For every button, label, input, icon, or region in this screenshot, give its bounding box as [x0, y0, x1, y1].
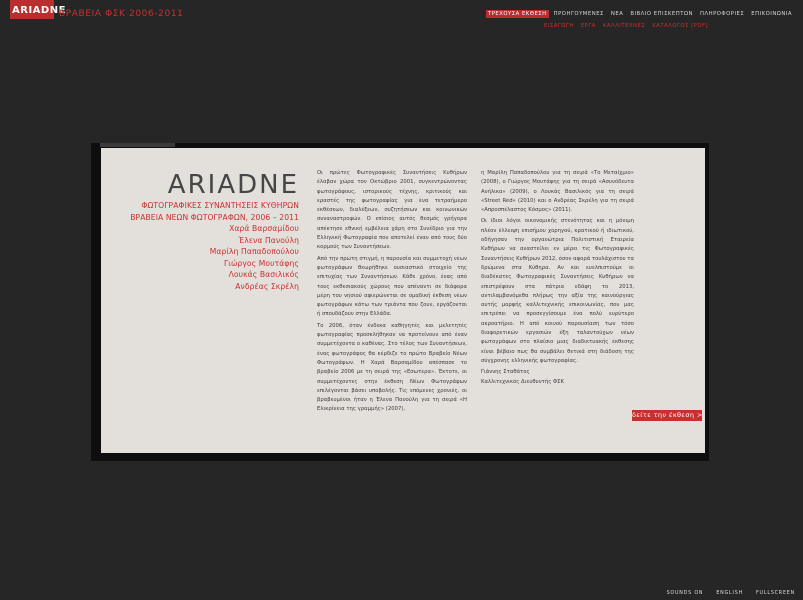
artist-name[interactable]: Έλενα Πανούλη [238, 235, 299, 245]
signature-name: Γιάννης Σταθάτος [481, 369, 530, 376]
subnav-catalogue-pdf[interactable]: ΚΑΤΑΛΟΓΟΣ [PDF] [652, 23, 709, 29]
intro-panel [101, 148, 705, 453]
artist-name[interactable]: Γιώργος Μουτάφης [223, 258, 299, 268]
language-switch[interactable]: ENGLISH [716, 591, 743, 596]
artist-name[interactable]: Λουκάς Βασιλικός [228, 270, 299, 279]
paragraph: Το 2006, όταν ένδεκα καθηγητές και μελετητές φωτογραφίας προσκλήθηκαν να προτείνουν από έναν συμμετέχοντα ο καθένας. Στο τέλος των Συναντήσεων, ένας φωτογράφος θα κέρδιζε το πρώτο Βραβείο Νέων Φωτογράφων. Η Χαρά Βαρσαμίδου απέσπασε το βραβείο 2006 με τη σειρά της «Εσωτερα». Έκτοτε, οι συμμετέχοντες στην έκθεση Νέων Φωτογράφων επιλέγονται βάσει υποβολής. Τις επόμενες χρονιές, οι βραβευμένοι ήταν η Έλενα Πανούλη για τη σειρά «Η Ελικρίνεια της γραμμής» (2007), [317, 322, 467, 413]
sub-nav [542, 22, 710, 30]
main-nav [483, 10, 794, 18]
signature [481, 368, 634, 387]
nav-current-exhibition[interactable]: ΤΡΕΧΟΥΣΑ ΕΚΘΕΣΗ [487, 11, 547, 17]
paragraph: η Μαρίλη Παπαδοπούλου για τη σειρά «Το Μεταίχμιο» (2008), ο Γιώργος Μουτάφης για τη σειρά «Ασυνόδευτα Ανήλικα» (2009), ο Λουκάς Βασιλικός για τη σειρά «Street Red» (2010) και ο Ανδρέας Σκρέλη για τη σειρά «Απροσπέλαστος Κόσμος» (2011). [481, 170, 634, 214]
sound-toggle[interactable]: SOUNDS ON [666, 591, 704, 596]
logo[interactable] [10, 0, 66, 19]
intro-text-column-2 [481, 169, 634, 387]
intro-text-column-1 [317, 169, 467, 417]
nav-contact[interactable]: ΕΠΙΚΟΙΝΩΝΙΑ [751, 11, 792, 17]
artist-name[interactable]: Ανδρέας Σκρέλη [235, 281, 299, 291]
view-exhibition-button[interactable]: δείτε την έκθεση > [632, 411, 703, 419]
footer-controls [654, 591, 795, 596]
site-title: ΒΡΑΒΕΙΑ ΦΣΚ 2006-2011 [59, 9, 184, 19]
subnav-artists[interactable]: ΚΑΛΛΙΤΕΧΝΕΣ [602, 23, 646, 29]
frame-tab [100, 143, 175, 147]
logo-text: ARIADNE [12, 5, 66, 16]
paragraph: Από την πρώτη στιγμή, η παρουσία και συμμετοχή νέων φωτογράφων θεωρήθηκε ουσιαστικό στοιχείο της επιτυχίας των Συναντήσεων. Κάθε χρόνο, ένας από τους εκθεσιακούς χώρους που απέναντι σε διάφορα μέρη του νησιού αφιερώνεται σε ομαδική έκθεση νέων φωτογράφων κάτω των τριάντα που ζουν, εργάζονται ή σπουδάζουν στην Ελλάδα. [317, 255, 467, 318]
subnav-works[interactable]: ΕΡΓΑ [580, 23, 596, 29]
panel-subtitle: ΦΩΤΟΓΡΑΦΙΚΕΣ ΣΥΝΑΝΤΗΣΕΙΣ ΚΥΘΗΡΩΝ [141, 201, 299, 210]
nav-news[interactable]: ΝΕΑ [610, 11, 624, 17]
panel-heading [130, 170, 299, 292]
panel-title: ARIADNE [167, 170, 299, 200]
signature-role: Καλλιτεχνικός Διευθυντής ΦΣΚ [481, 378, 564, 385]
artist-name[interactable]: Μαρίλη Παπαδοπούλου [209, 247, 299, 256]
paragraph: Οι ίδιοι λόγοι οικονομικής στενότητας και η μόνιμη πλέον έλλειψη επισήμου χορηγού, κρατικού ή ιδιωτικού, οδήγησαν την οργανώτρια Πολιτιστική Εταιρεία Κυθήρων να αναστείλει εν μέρει τις Φωτογραφικές Συναντήσεις Κυθήρων 2012, όσον αφορά τουλάχιστον τα δρώμενα στα Κύθηρα. Αν και ευελπιστούμε οι διαδέκατες Φωτογραφικές Συναντήσεις Κυθήρων να επιστρέψουν στα πάτρια εδάφη το 2013, αντιλαμβανόμεθα πλήρως την αξία της καινούργιας αυτής μορφής καλλιτεχνικής επικοινωνίας, που μας επιτρέπει να προσεγγίσουμε ένα πολύ ευρύτερο ακροατήριο. Η από κοινού παρουσίαση των τόσο διαφορετικών εργασιών έξη ταλαντούχων νέων φωτογράφων στο πλαίσιο μιας διαδικτυακής έκθεσης είναι βέβαιο πως θα συμβάλει θετικά στη διάδοση της σύγχρονης ελληνικής φωτογραφίας. [481, 218, 634, 364]
nav-info[interactable]: ΠΛΗΡΟΦΟΡΙΕΣ [699, 11, 745, 17]
panel-subtitle-awards: ΒΡΑΒΕΙΑ ΝΕΩΝ ΦΩΤΟΓΡΑΦΩΝ, 2006 – 2011 [130, 212, 299, 222]
fullscreen-button[interactable]: FULLSCREEN [756, 591, 795, 596]
paragraph: Οι πρώτες Φωτογραφικές Συναντήσεις Κυθήρων έλαβαν χώρα τον Οκτώβριο 2001, συγκεντρώνοντας φωτογράφους, ιστορικούς τέχνης, κριτικούς και εραστές της φωτογραφίας για ένα τετραήμερο εκθέσεων, διαλέξεων, συζητήσεων και κοινωνικών συναναστροφών. Ο επίσιος αυτός θεσμός γρήγορα απέκτησε εθνική εμβέλεια χάρη στο Συνέδριο για την Ελληνική Φωτογραφία που αποτελεί έναν από τους δύο κορμούς των Συναντήσεων. [317, 170, 467, 251]
nav-previous[interactable]: ΠΡΟΗΓΟΥΜΕΝΕΣ [553, 11, 604, 17]
artist-name[interactable]: Χαρά Βαρσαμίδου [229, 224, 299, 233]
subnav-intro[interactable]: ΕΙΣΑΓΩΓΗ [544, 23, 574, 29]
nav-guestbook[interactable]: ΒΙΒΛΙΟ ΕΠΙΣΚΕΠΤΩΝ [630, 11, 693, 17]
